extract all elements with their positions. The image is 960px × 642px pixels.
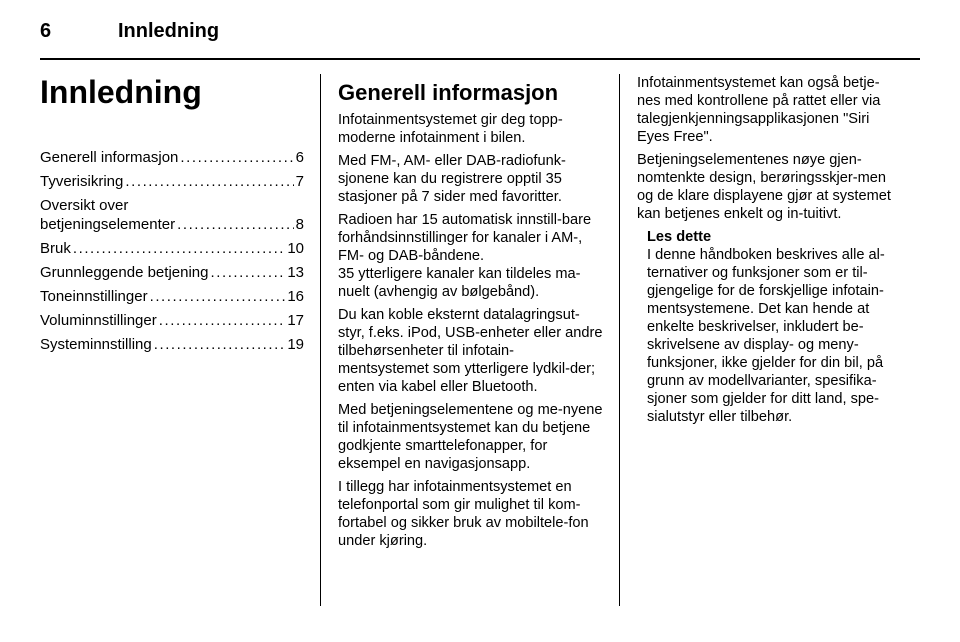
toc-item-label: Toneinnstillinger (40, 288, 148, 305)
toc-item-grunnleggende-betjening[interactable] (40, 263, 304, 282)
body-paragraph: Med FM-, AM- eller DAB-radiofunk-sjonene kan du registrere opptil 35 stasjoner på 7 sider med favoritter. (338, 153, 566, 205)
toc-item-bruk[interactable] (40, 239, 304, 258)
toc-item-label: Bruk (40, 240, 71, 257)
body-paragraph: Med betjeningselementene og me-nyene til infotainmentsystemet kan du betjene godkjente smarttelefonapper, for eksempel en navigasjonsapp. (338, 402, 603, 472)
toc-item-page: 6 (295, 149, 304, 166)
toc-item-tyverisikring[interactable] (40, 172, 304, 191)
toc-leader-dots (177, 215, 294, 234)
toc-item-systeminnstilling[interactable] (40, 335, 304, 354)
chapter-title: Innledning (40, 74, 202, 110)
body-column-2 (637, 74, 902, 426)
toc-leader-dots (180, 148, 293, 167)
note-title: Les dette (647, 229, 712, 245)
toc-leader-dots (150, 287, 286, 306)
page-number: 6 (40, 20, 52, 42)
toc-leader-dots (73, 239, 285, 258)
body-paragraph: I tillegg har infotainmentsystemet en telefonportal som gir mulighet til kom-fortabel og sikker bruk av mobiltele-fon under kjøring. (338, 479, 589, 549)
page-header (40, 20, 920, 50)
table-of-contents (40, 148, 304, 354)
body-column-1 (338, 74, 604, 555)
toc-column (40, 74, 304, 359)
body-paragraph: Radioen har 15 automatisk innstill-bare forhåndsinnstillinger for kanaler i AM-, FM- og DAB-båndene. (338, 212, 592, 264)
column-divider-2 (619, 74, 620, 606)
toc-item-label: betjeningselementer (40, 216, 176, 233)
toc-item-page: 17 (287, 312, 304, 329)
toc-item-label: Tyverisikring (40, 173, 124, 190)
note-text: I denne håndboken beskrives alle al-ternativer og funksjoner som er til-gjengelige for de forskjellige infotain-mentsystemene. Det kan hende at enkelte beskrivelser, inkludert be-skrivelsene av display- og meny-funksjoner, ikke gjelder for din bil, på grunn av modellvarianter, spesifika-sjoner som gjelder for ditt land, spe-sialutstyr eller tilbehør. (647, 247, 885, 425)
toc-item-generell-informasjon[interactable] (40, 148, 304, 167)
header-rule (40, 58, 920, 60)
body-paragraph: Du kan koble eksternt datalagringsut-styr, f.eks. iPod, USB-enheter eller andre tilbehørsenheter til infotain-mentsystemet som ytterligere lydkil-der; enten via kabel eller Bluetooth. (338, 307, 603, 395)
toc-item-label: Systeminnstilling (40, 336, 152, 353)
toc-item-label: Grunnleggende betjening (40, 264, 209, 281)
toc-item-page: 10 (287, 240, 304, 257)
body-paragraph: Betjeningselementenes nøye gjen-nomtenkte design, berøringsskjer-men og de klare displayene gjør at systemet kan betjenes enkelt og in-tuitivt. (637, 152, 891, 222)
body-paragraph: 35 ytterligere kanaler kan tildeles ma-nuelt (avhengig av bølgebånd). (338, 266, 581, 300)
toc-leader-dots (159, 311, 286, 330)
toc-leader-dots (154, 335, 286, 354)
body-paragraph: Infotainmentsystemet kan også betje-nes med kontrollene på rattet eller via talegjenkjenningsapplikasjonen "Siri Eyes Free". (637, 75, 881, 145)
toc-item-page: 8 (295, 216, 304, 233)
note-box (647, 228, 902, 426)
running-title: Innledning (118, 20, 220, 42)
toc-item-oversikt-over-betjeningselementer[interactable] (40, 196, 304, 234)
body-paragraph: Infotainmentsystemet gir deg topp-moderne infotainment i bilen. (338, 112, 563, 146)
toc-item-page: 19 (287, 336, 304, 353)
column-divider-1 (320, 74, 321, 606)
toc-leader-dots (210, 263, 285, 282)
toc-item-label-line1: Oversikt over (40, 197, 129, 214)
section-title: Generell informasjon (338, 80, 559, 105)
toc-item-page: 7 (295, 173, 304, 190)
toc-item-page: 16 (287, 288, 304, 305)
toc-leader-dots (125, 172, 293, 191)
toc-item-page: 13 (287, 264, 304, 281)
toc-item-label: Generell informasjon (40, 149, 179, 166)
toc-item-label: Voluminnstillinger (40, 312, 157, 329)
toc-item-voluminnstillinger[interactable] (40, 311, 304, 330)
toc-item-toneinnstillinger[interactable] (40, 287, 304, 306)
